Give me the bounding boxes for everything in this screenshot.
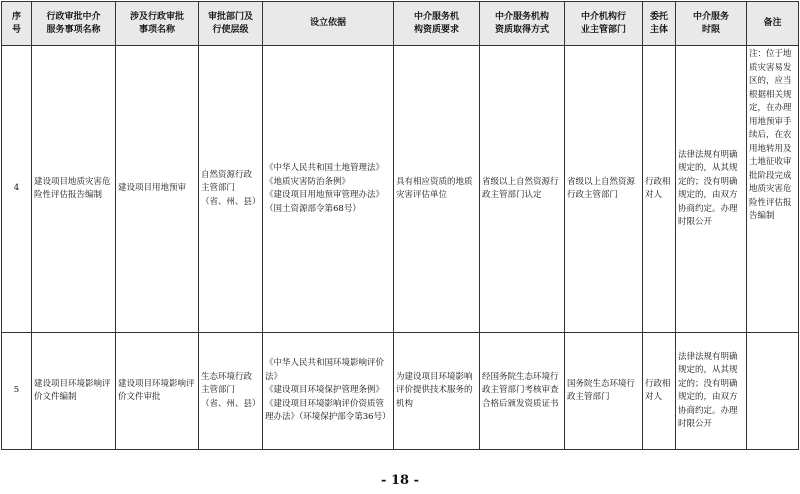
row-acquire-method: 经国务院生态环境行政主管部门考核审查合格后颁发资质证书 — [480, 333, 565, 450]
header-service-name: 行政审批中介 服务事项名称 — [32, 2, 116, 46]
header-department: 审批部门及 行使层级 — [199, 2, 263, 46]
row-note: 注：位于地质灾害易发区的，应当根据相关规定，在办理用地预审手续后，在农用地转用及土地征收审批阶段完成地质灾害危险性评估报告编制 — [747, 46, 799, 333]
row-no: 5 — [2, 333, 32, 450]
row-time-limit: 法律法规有明确规定的，从其规定的；没有明确规定的，由双方协商约定。办理时限公开 — [676, 46, 747, 333]
row-no: 4 — [2, 46, 32, 333]
row-qualification: 为建设项目环境影响评价提供技术服务的机构 — [394, 333, 480, 450]
header-qualification: 中介服务机 构资质要求 — [394, 2, 480, 46]
row-client: 行政相对人 — [643, 46, 676, 333]
header-row — [2, 2, 799, 46]
header-approval-name: 涉及行政审批 事项名称 — [116, 2, 199, 46]
row-industry-dept: 省级以上自然资源行政主管部门 — [565, 46, 643, 333]
header-acquire-method: 中介服务机构 资质取得方式 — [480, 2, 565, 46]
header-client: 委托 主体 — [643, 2, 676, 46]
row-note — [747, 333, 799, 450]
table-row — [2, 46, 799, 333]
row-time-limit: 法律法规有明确规定的，从其规定的；没有明确规定的，由双方协商约定。办理时限公开 — [676, 333, 747, 450]
row-approval-name: 建设项目用地预审 — [116, 46, 199, 333]
row-basis: 《中华人民共和国土地管理法》 《地质灾害防治条例》 《建设项目用地预审管理办法》（国土资源部令第68号） — [263, 46, 394, 333]
row-basis: 《中华人民共和国环境影响评价法》 《建设项目环境保护管理条例》 《建设项目环境影响评价资质管理办法》（环境保护部令第36号） — [263, 333, 394, 450]
row-approval-name: 建设项目环境影响评价文件审批 — [116, 333, 199, 450]
header-time-limit: 中介服务 时限 — [676, 2, 747, 46]
page-number: - 18 - — [381, 473, 419, 488]
header-basis: 设立依据 — [263, 2, 394, 46]
row-service-name: 建设项目地质灾害危险性评估报告编制 — [32, 46, 116, 333]
header-no: 序 号 — [2, 2, 32, 46]
intermediary-services-table — [1, 1, 799, 450]
row-qualification: 具有相应资质的地质灾害评估单位 — [394, 46, 480, 333]
header-industry-dept: 中介机构行 业主管部门 — [565, 2, 643, 46]
row-client: 行政相对人 — [643, 333, 676, 450]
row-department: 生态环境行政主管部门（省、州、县） — [199, 333, 263, 450]
row-acquire-method: 省级以上自然资源行政主管部门认定 — [480, 46, 565, 333]
table-row — [2, 333, 799, 450]
row-department: 自然资源行政主管部门（省、州、县） — [199, 46, 263, 333]
header-note: 备注 — [747, 2, 799, 46]
row-industry-dept: 国务院生态环境行政主管部门 — [565, 333, 643, 450]
row-service-name: 建设项目环境影响评价文件编制 — [32, 333, 116, 450]
